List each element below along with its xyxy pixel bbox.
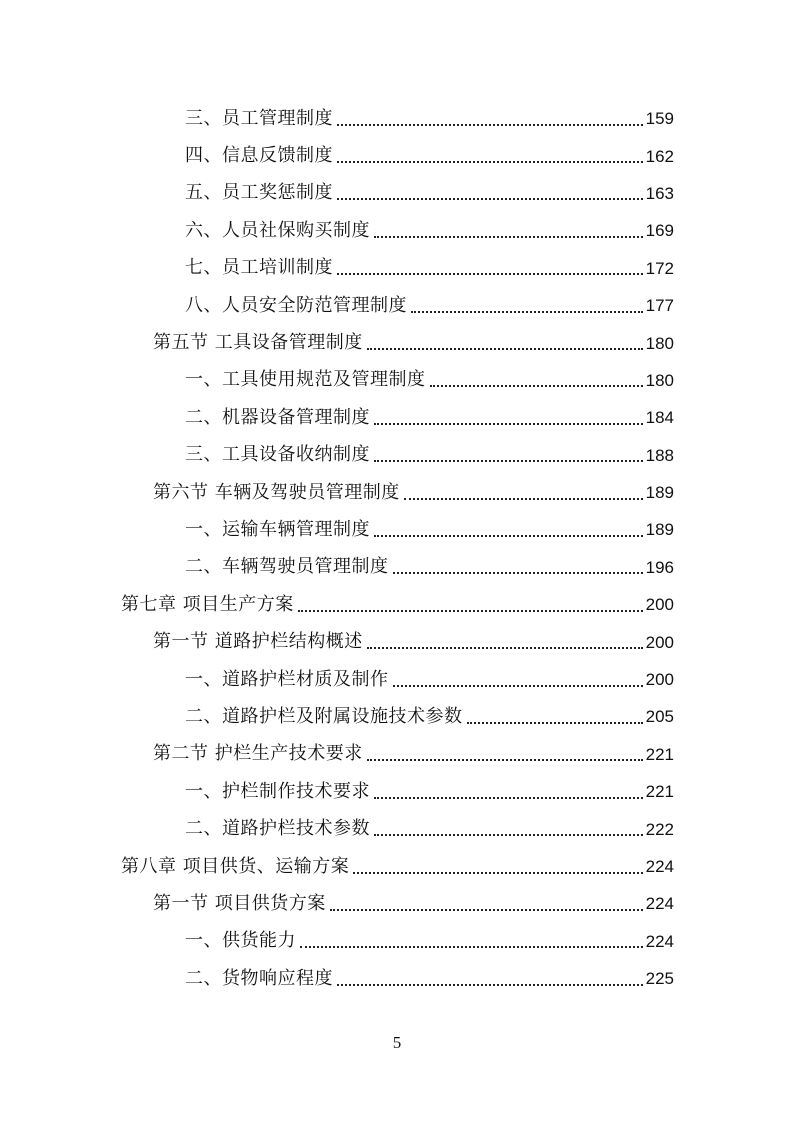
dot-leader xyxy=(337,106,643,126)
toc-entry-page: 163 xyxy=(645,183,674,203)
dot-leader xyxy=(374,405,643,425)
toc-entry-title: 第六节 车辆及驾驶员管理制度 xyxy=(153,481,400,503)
dot-leader xyxy=(367,629,643,649)
dot-leader xyxy=(374,816,643,836)
toc-entry[interactable] xyxy=(0,287,794,324)
toc-entry-page: 188 xyxy=(645,445,674,465)
page-number: 5 xyxy=(392,1033,402,1052)
toc-entry-page: 225 xyxy=(645,969,674,989)
toc-entry-page: 180 xyxy=(645,333,674,353)
toc-entry-title: 第二节 护栏生产技术要求 xyxy=(153,743,363,765)
toc-entry[interactable] xyxy=(0,362,794,399)
toc-entry-title: 一、道路护栏材质及制作 xyxy=(185,668,389,690)
toc-entry-page: 224 xyxy=(645,931,674,951)
dot-leader xyxy=(393,554,643,574)
dot-leader xyxy=(467,704,643,724)
dot-leader xyxy=(374,218,643,238)
toc-entry[interactable] xyxy=(0,474,794,511)
toc-entry[interactable] xyxy=(0,175,794,212)
toc-entry[interactable] xyxy=(0,511,794,548)
toc-entry-title: 一、供货能力 xyxy=(185,930,296,952)
toc-entry[interactable] xyxy=(0,736,794,773)
toc-entry[interactable] xyxy=(0,100,794,137)
dot-leader xyxy=(367,330,643,350)
toc-entry-title: 一、护栏制作技术要求 xyxy=(185,780,370,802)
dot-leader xyxy=(411,293,643,313)
toc-entry-page: 200 xyxy=(645,595,674,615)
toc-entry[interactable] xyxy=(0,661,794,698)
toc-entry-page: 159 xyxy=(645,109,674,129)
toc-entry-page: 200 xyxy=(645,670,674,690)
toc-entry-title: 八、人员安全防范管理制度 xyxy=(185,294,407,316)
dot-leader xyxy=(374,517,643,537)
toc-entry[interactable] xyxy=(0,399,794,436)
toc-entry-page: 200 xyxy=(645,632,674,652)
toc-entry[interactable] xyxy=(0,773,794,810)
toc-entry[interactable] xyxy=(0,586,794,623)
toc-entry-title: 第一节 项目供货方案 xyxy=(153,892,326,914)
toc-entry[interactable] xyxy=(0,923,794,960)
toc-entry-page: 205 xyxy=(645,707,674,727)
toc-entry[interactable] xyxy=(0,810,794,847)
toc-entry[interactable] xyxy=(0,549,794,586)
toc-entry-title: 二、道路护栏及附属设施技术参数 xyxy=(185,705,463,727)
dot-leader xyxy=(337,143,643,163)
dot-leader xyxy=(353,854,642,874)
dot-leader xyxy=(337,966,643,986)
toc-entry-page: 224 xyxy=(645,857,674,876)
toc-entry-page: 180 xyxy=(645,370,674,390)
toc-entry[interactable] xyxy=(0,623,794,660)
toc-entry-page: 196 xyxy=(645,557,674,577)
dot-leader xyxy=(430,367,643,387)
toc-entry-title: 五、员工奖惩制度 xyxy=(185,182,333,204)
dot-leader xyxy=(337,180,643,200)
toc-entry[interactable] xyxy=(0,250,794,287)
toc-entry-title: 第一节 道路护栏结构概述 xyxy=(153,631,363,653)
toc-entry-title: 二、货物响应程度 xyxy=(185,967,333,989)
toc-entry-title: 一、运输车辆管理制度 xyxy=(185,518,370,540)
toc-entry-page: 222 xyxy=(645,819,674,839)
toc-entry[interactable] xyxy=(0,137,794,174)
toc-entry-title: 七、员工培训制度 xyxy=(185,257,333,279)
toc-entry-page: 184 xyxy=(645,408,674,428)
dot-leader xyxy=(374,779,643,799)
dot-leader xyxy=(298,592,643,612)
toc-entry[interactable] xyxy=(0,324,794,361)
toc-entry-title: 三、工具设备收纳制度 xyxy=(185,444,370,466)
dot-leader xyxy=(300,928,643,948)
toc-entry[interactable] xyxy=(0,698,794,735)
toc-entry-title: 一、工具使用规范及管理制度 xyxy=(185,369,426,391)
toc-entry[interactable] xyxy=(0,437,794,474)
dot-leader xyxy=(367,741,643,761)
toc-entry-page: 169 xyxy=(645,221,674,241)
toc-entry-page: 177 xyxy=(645,296,674,316)
toc-entry-title: 二、车辆驾驶员管理制度 xyxy=(185,556,389,578)
toc-entry-title: 六、人员社保购买制度 xyxy=(185,219,370,241)
toc-entry[interactable] xyxy=(0,848,794,885)
toc-entry-title: 第七章 项目生产方案 xyxy=(121,593,294,615)
toc-entry-title: 四、信息反馈制度 xyxy=(185,145,333,167)
toc-entry[interactable] xyxy=(0,212,794,249)
toc-entry-page: 189 xyxy=(645,483,674,503)
dot-leader xyxy=(404,480,643,500)
dot-leader xyxy=(330,891,643,911)
dot-leader xyxy=(337,255,643,275)
toc-entry-page: 172 xyxy=(645,258,674,278)
table-of-contents xyxy=(0,100,794,997)
toc-entry-title: 三、员工管理制度 xyxy=(185,107,333,129)
toc-entry-title: 第五节 工具设备管理制度 xyxy=(153,332,363,354)
toc-entry[interactable] xyxy=(0,885,794,922)
toc-entry-page: 162 xyxy=(645,146,674,166)
toc-entry-title: 第八章 项目供货、运输方案 xyxy=(121,855,350,877)
toc-entry-title: 二、道路护栏技术参数 xyxy=(185,818,370,840)
toc-entry-title: 二、机器设备管理制度 xyxy=(185,406,370,428)
dot-leader xyxy=(393,667,643,687)
toc-entry-page: 221 xyxy=(645,782,674,802)
toc-entry-page: 189 xyxy=(645,520,674,540)
toc-entry-page: 224 xyxy=(645,894,674,914)
toc-entry[interactable] xyxy=(0,960,794,997)
toc-entry-page: 221 xyxy=(645,744,674,764)
dot-leader xyxy=(374,442,643,462)
